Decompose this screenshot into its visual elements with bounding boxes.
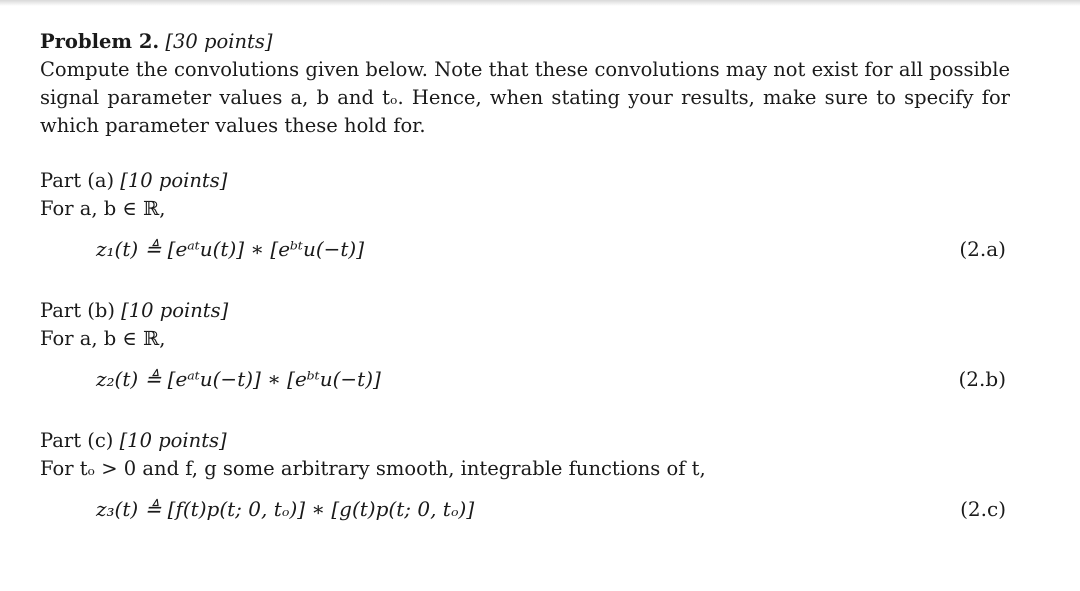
equation-2c-number: (2.c) (960, 497, 1006, 521)
part-b-header (40, 297, 1010, 325)
equation-2a (40, 223, 1010, 279)
equation-2a-formula: z₁(t) ≜ [eᵃᵗu(t)] ∗ [eᵇᵗu(−t)] (96, 237, 365, 261)
intro-line-3: which parameter values these hold for. (40, 114, 426, 137)
part-b-points: [10 points] (121, 299, 229, 322)
problem-header (40, 28, 1010, 56)
part-c-condition: For tₒ > 0 and f, g some arbitrary smooth, integrable functions of t, (40, 457, 706, 480)
equation-2c (40, 483, 1010, 539)
top-shadow (0, 0, 1080, 6)
part-c-header (40, 427, 1010, 455)
part-a-condition: For a, b ∈ ℝ, (40, 197, 166, 220)
part-b-condition: For a, b ∈ ℝ, (40, 327, 166, 350)
equation-2a-number: (2.a) (959, 237, 1006, 261)
part-c-label: Part (c) (40, 429, 114, 452)
part-a-points: [10 points] (120, 169, 228, 192)
equation-2b-number: (2.b) (958, 367, 1006, 391)
equation-2b-formula: z₂(t) ≜ [eᵃᵗu(−t)] ∗ [eᵇᵗu(−t)] (96, 367, 381, 391)
equation-2c-formula: z₃(t) ≜ [f(t)p(t; 0, tₒ)] ∗ [g(t)p(t; 0, tₒ)] (96, 497, 475, 521)
problem-document (40, 28, 1010, 539)
intro-line-1: Compute the convolutions given below. Note that these convolutions may not exist for all possible (40, 58, 1010, 81)
intro-line-2: signal parameter values a, b and tₒ. Hence, when stating your results, make sure to specify for (40, 86, 1010, 109)
problem-points: [30 points] (165, 30, 273, 53)
problem-title: Problem 2. (40, 30, 160, 53)
part-a-label: Part (a) (40, 169, 115, 192)
part-a-header (40, 167, 1010, 195)
equation-2b (40, 353, 1010, 409)
part-b-label: Part (b) (40, 299, 115, 322)
part-c-points: [10 points] (119, 429, 227, 452)
